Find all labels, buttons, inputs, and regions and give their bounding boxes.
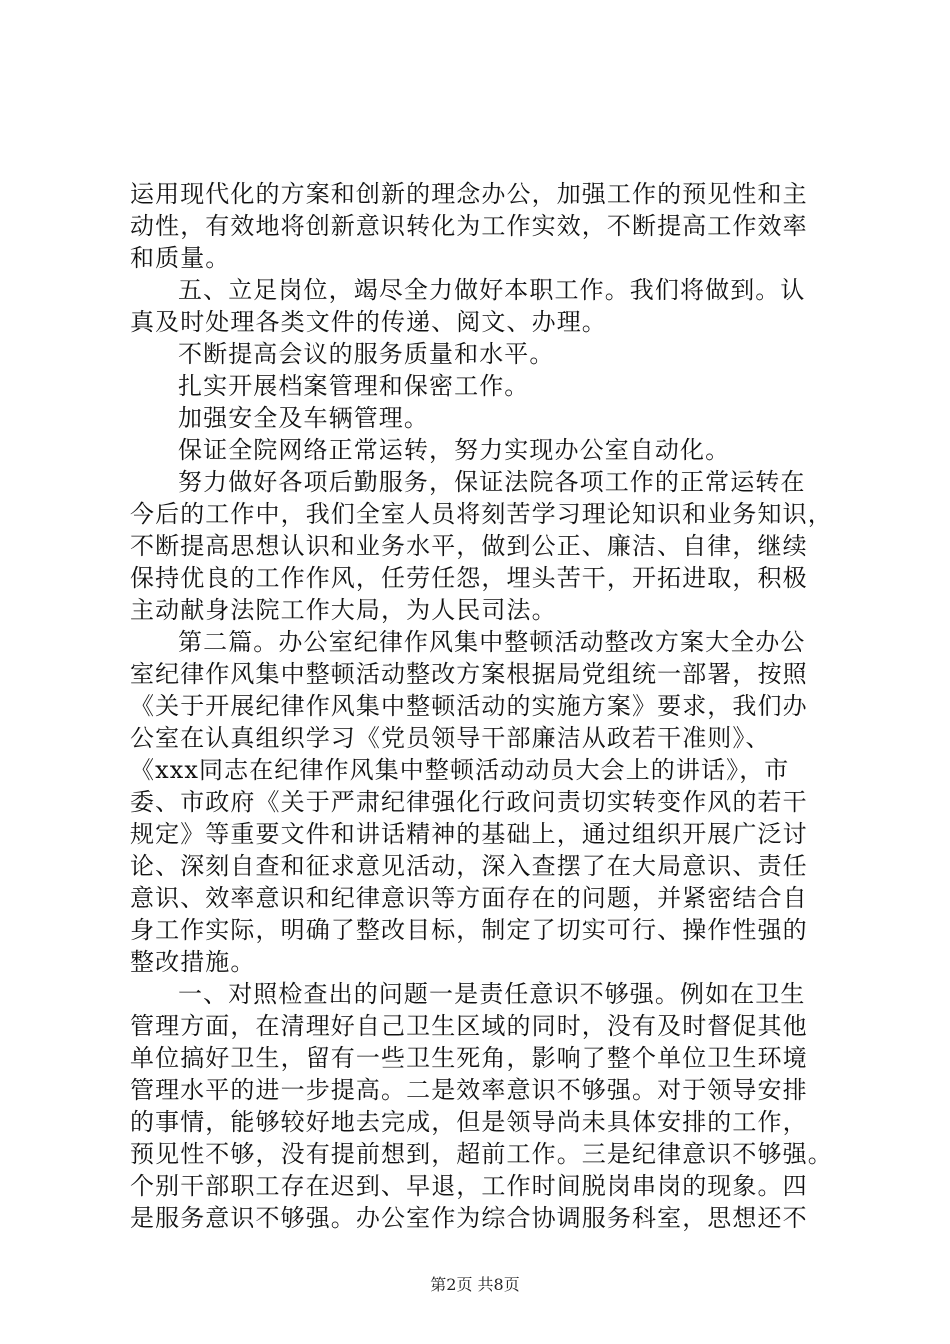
text-line: 《xxx同志在纪律作风集中整顿活动动员大会上的讲话》，市 — [130, 756, 790, 784]
text-line: 五、立足岗位，竭尽全力做好本职工作。我们将做到。认 — [178, 276, 806, 304]
text-line: 的事情，能够较好地去完成，但是领导尚未具体安排的工作， — [130, 1108, 808, 1136]
text-line: 第二篇。办公室纪律作风集中整顿活动整改方案大全办公 — [178, 628, 806, 656]
text-line: 运用现代化的方案和创新的理念办公，加强工作的预见性和主 — [130, 180, 808, 208]
text-line: 预见性不够，没有提前想到，超前工作。三是纪律意识不够强。 — [130, 1140, 833, 1168]
text-line: 不断提高会议的服务质量和水平。 — [178, 340, 555, 368]
text-line: 管理方面，在清理好自己卫生区域的同时，没有及时督促其他 — [130, 1012, 808, 1040]
text-line: 意识、效率意识和纪律意识等方面存在的问题，并紧密结合自 — [130, 884, 808, 912]
text-line: 不断提高思想认识和业务水平，做到公正、廉洁、自律，继续 — [130, 532, 808, 560]
text-line: 努力做好各项后勤服务，保证法院各项工作的正常运转在 — [178, 468, 806, 496]
text-line: 和质量。 — [130, 244, 231, 272]
text-line: 规定》等重要文件和讲话精神的基础上，通过组织开展广泛讨 — [130, 820, 808, 848]
text-line: 个别干部职工存在迟到、早退，工作时间脱岗串岗的现象。四 — [130, 1172, 808, 1200]
text-line: 扎实开展档案管理和保密工作。 — [178, 372, 530, 400]
text-line: 今后的工作中，我们全室人员将刻苦学习理论知识和业务知识， — [130, 500, 833, 528]
text-line: 《关于开展纪律作风集中整顿活动的实施方案》要求，我们办 — [130, 692, 808, 720]
text-line: 公室在认真组织学习《党员领导干部廉洁从政若干准则》、 — [130, 724, 771, 752]
text-line: 委、市政府《关于严肃纪律强化行政问责切实转变作风的若干 — [130, 788, 808, 816]
text-line: 是服务意识不够强。办公室作为综合协调服务科室，思想还不 — [130, 1204, 808, 1232]
text-line: 动性，有效地将创新意识转化为工作实效，不断提高工作效率 — [130, 212, 808, 240]
page-number-footer: 第2页 共8页 — [430, 1275, 520, 1294]
text-line: 身工作实际，明确了整改目标，制定了切实可行、操作性强的 — [130, 916, 808, 944]
text-line: 保持优良的工作作风，任劳任怨，埋头苦干，开拓进取，积极 — [130, 564, 808, 592]
text-line: 主动献身法院工作大局，为人民司法。 — [130, 596, 557, 624]
text-line: 室纪律作风集中整顿活动整改方案根据局党组统一部署，按照 — [130, 660, 808, 688]
text-line: 一、对照检查出的问题一是责任意识不够强。例如在卫生 — [178, 980, 806, 1008]
text-line: 加强安全及车辆管理。 — [178, 404, 429, 432]
text-line: 真及时处理各类文件的传递、阅文、办理。 — [130, 308, 607, 336]
text-line: 论、深刻自查和征求意见活动，深入查摆了在大局意识、责任 — [130, 852, 808, 880]
text-line: 单位搞好卫生，留有一些卫生死角，影响了整个单位卫生环境 — [130, 1044, 808, 1072]
text-line: 保证全院网络正常运转，努力实现办公室自动化。 — [178, 436, 731, 464]
text-line: 管理水平的进一步提高。二是效率意识不够强。对于领导安排 — [130, 1076, 808, 1104]
text-line: 整改措施。 — [130, 948, 256, 976]
